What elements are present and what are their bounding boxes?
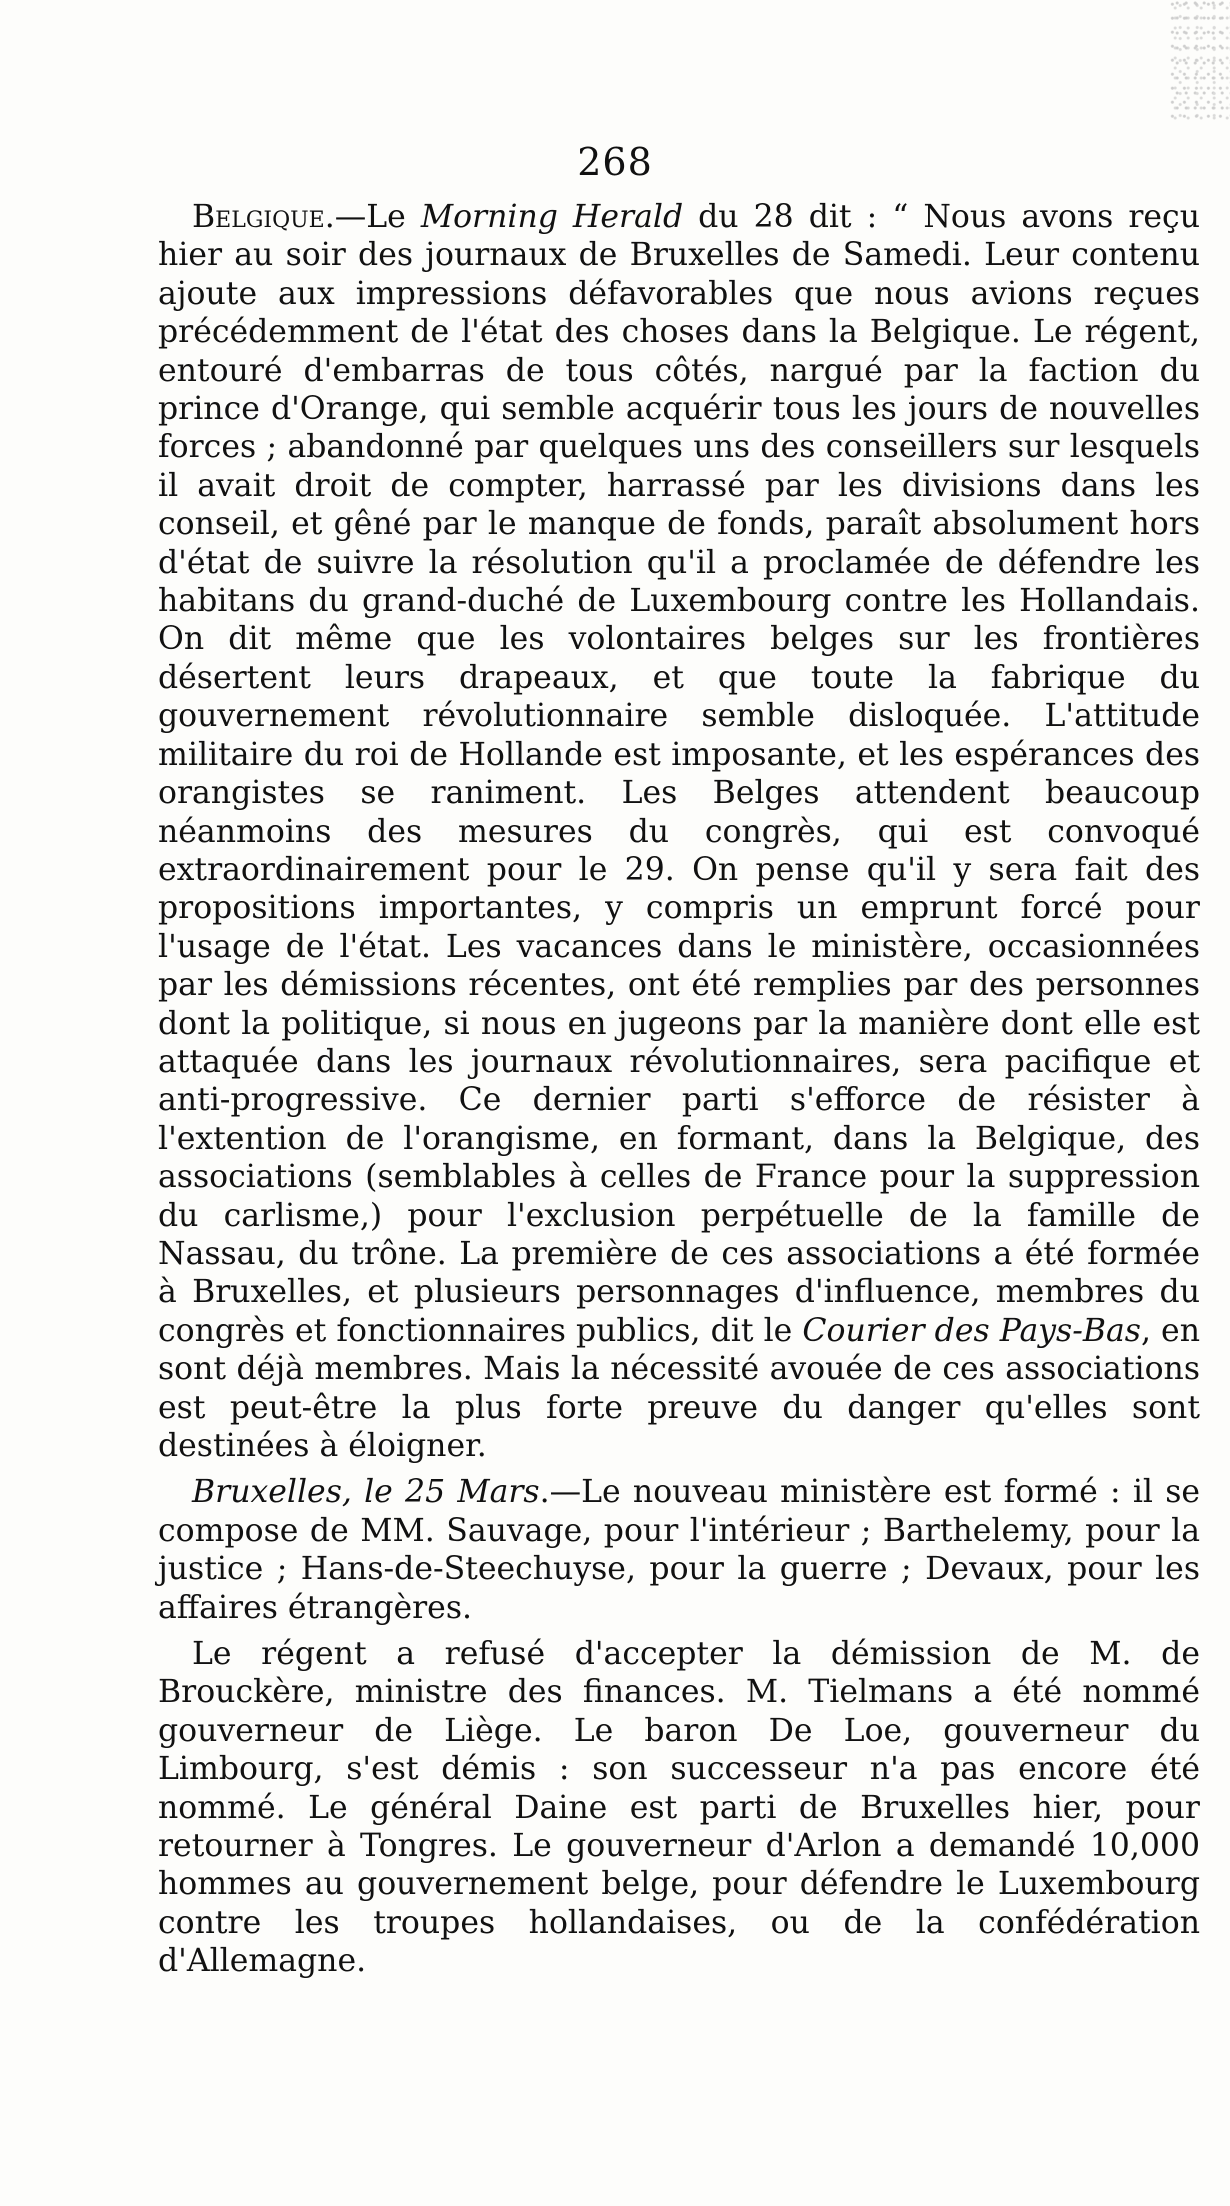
paragraph-text: Le régent a refusé d'accepter la démission de M. de Brouckère, ministre des finances. M. Tielmans a été nommé gouverneur de Liège. Le baron De Loe, gouverneur du Limbourg, s'est démis : son successeur n'a pas encore été nommé. Le général Daine est parti de Bruxelles hier, pour retourner à Tongres. Le gouverneur d'Arlon a demandé 10,000 hommes au gouvernement belge, pour défendre le Luxembourg contre les troupes hollandaises, ou de la confédération d'Allemagne.: [158, 1636, 1200, 1980]
source-newspaper: Morning Herald: [420, 199, 684, 235]
paragraph-bruxelles: [158, 1473, 1200, 1627]
scan-speckle-decoration: [1170, 0, 1230, 120]
paragraph-text: du 28 dit : “ Nous avons reçu hier au soir des journaux de Bruxelles de Samedi. Leur contenu ajoute aux impressions défavorables que nous avions reçues précédemment de l'état des choses dans la Belgique. Le régent, entouré d'embarras de tous côtés, nargué par la faction du prince d'Orange, qui semble acquérir tous les jours de nouvelles forces ; abandonné par quelques uns des conseillers sur lesquels il avait droit de compter, harrassé par les divisions dans les conseil, et gêné par le manque de fonds, paraît absolument hors d'état de suivre la résolution qu'il a proclamée de défendre les habitans du grand-duché de Luxembourg contre les Hollandais. On dit même que les volontaires belges sur les frontières désertent leurs drapeaux, et que toute la fabrique du gouvernement révolutionnaire semble disloquée. L'attitude militaire du roi de Hollande est imposante, et les espérances des orangistes se raniment. Les Belges attendent beaucoup néanmoins des mesures du congrès, qui est convoqué extraordinairement pour le 29. On pense qu'il y sera fait des propositions importantes, y compris un emprunt forcé pour l'usage de l'état. Les vacances dans le ministère, occasionnées par les démissions récentes, ont été remplies par des personnes dont la politique, si nous en jugeons par la manière dont elle est attaquée dans les journaux révolutionnaires, sera pacifique et anti-progressive. Ce dernier parti s'efforce de résister à l'extention de l'orangisme, en formant, dans la Belgique, des associations (semblables à celles de France pour la suppression du carlisme,) pour l'exclusion perpétuelle de la famille de Nassau, du trône. La première de ces associations a été formée à Bruxelles, et plusieurs personnages d'influence, membres du congrès et fonctionnaires publics, dit le: [158, 199, 1200, 1349]
article-body: [158, 198, 1200, 1981]
dateline: Bruxelles, le 25 Mars: [192, 1474, 540, 1511]
paragraph-tail: , en sont déjà membres. Mais la nécessité avouée de ces associations est peut-être la plus forte preuve du danger qu'elles sont destinées à éloigner.: [158, 1312, 1200, 1464]
source-newspaper-2: Courier des Pays-Bas: [802, 1312, 1141, 1349]
paragraph-text: .—Le nouveau ministère est formé : il se compose de MM. Sauvage, pour l'intérieur ; Barthelemy, pour la justice ; Hans-de-Steechuyse, pour la guerre ; Devaux, pour les affaires étrangères.: [158, 1474, 1201, 1626]
paragraph-belgique: [158, 198, 1200, 1465]
paragraph-regent: [158, 1635, 1200, 1981]
paragraph-lead: .—Le: [324, 199, 421, 235]
section-heading: Belgique: [192, 199, 325, 235]
page-number: 268: [577, 140, 653, 184]
